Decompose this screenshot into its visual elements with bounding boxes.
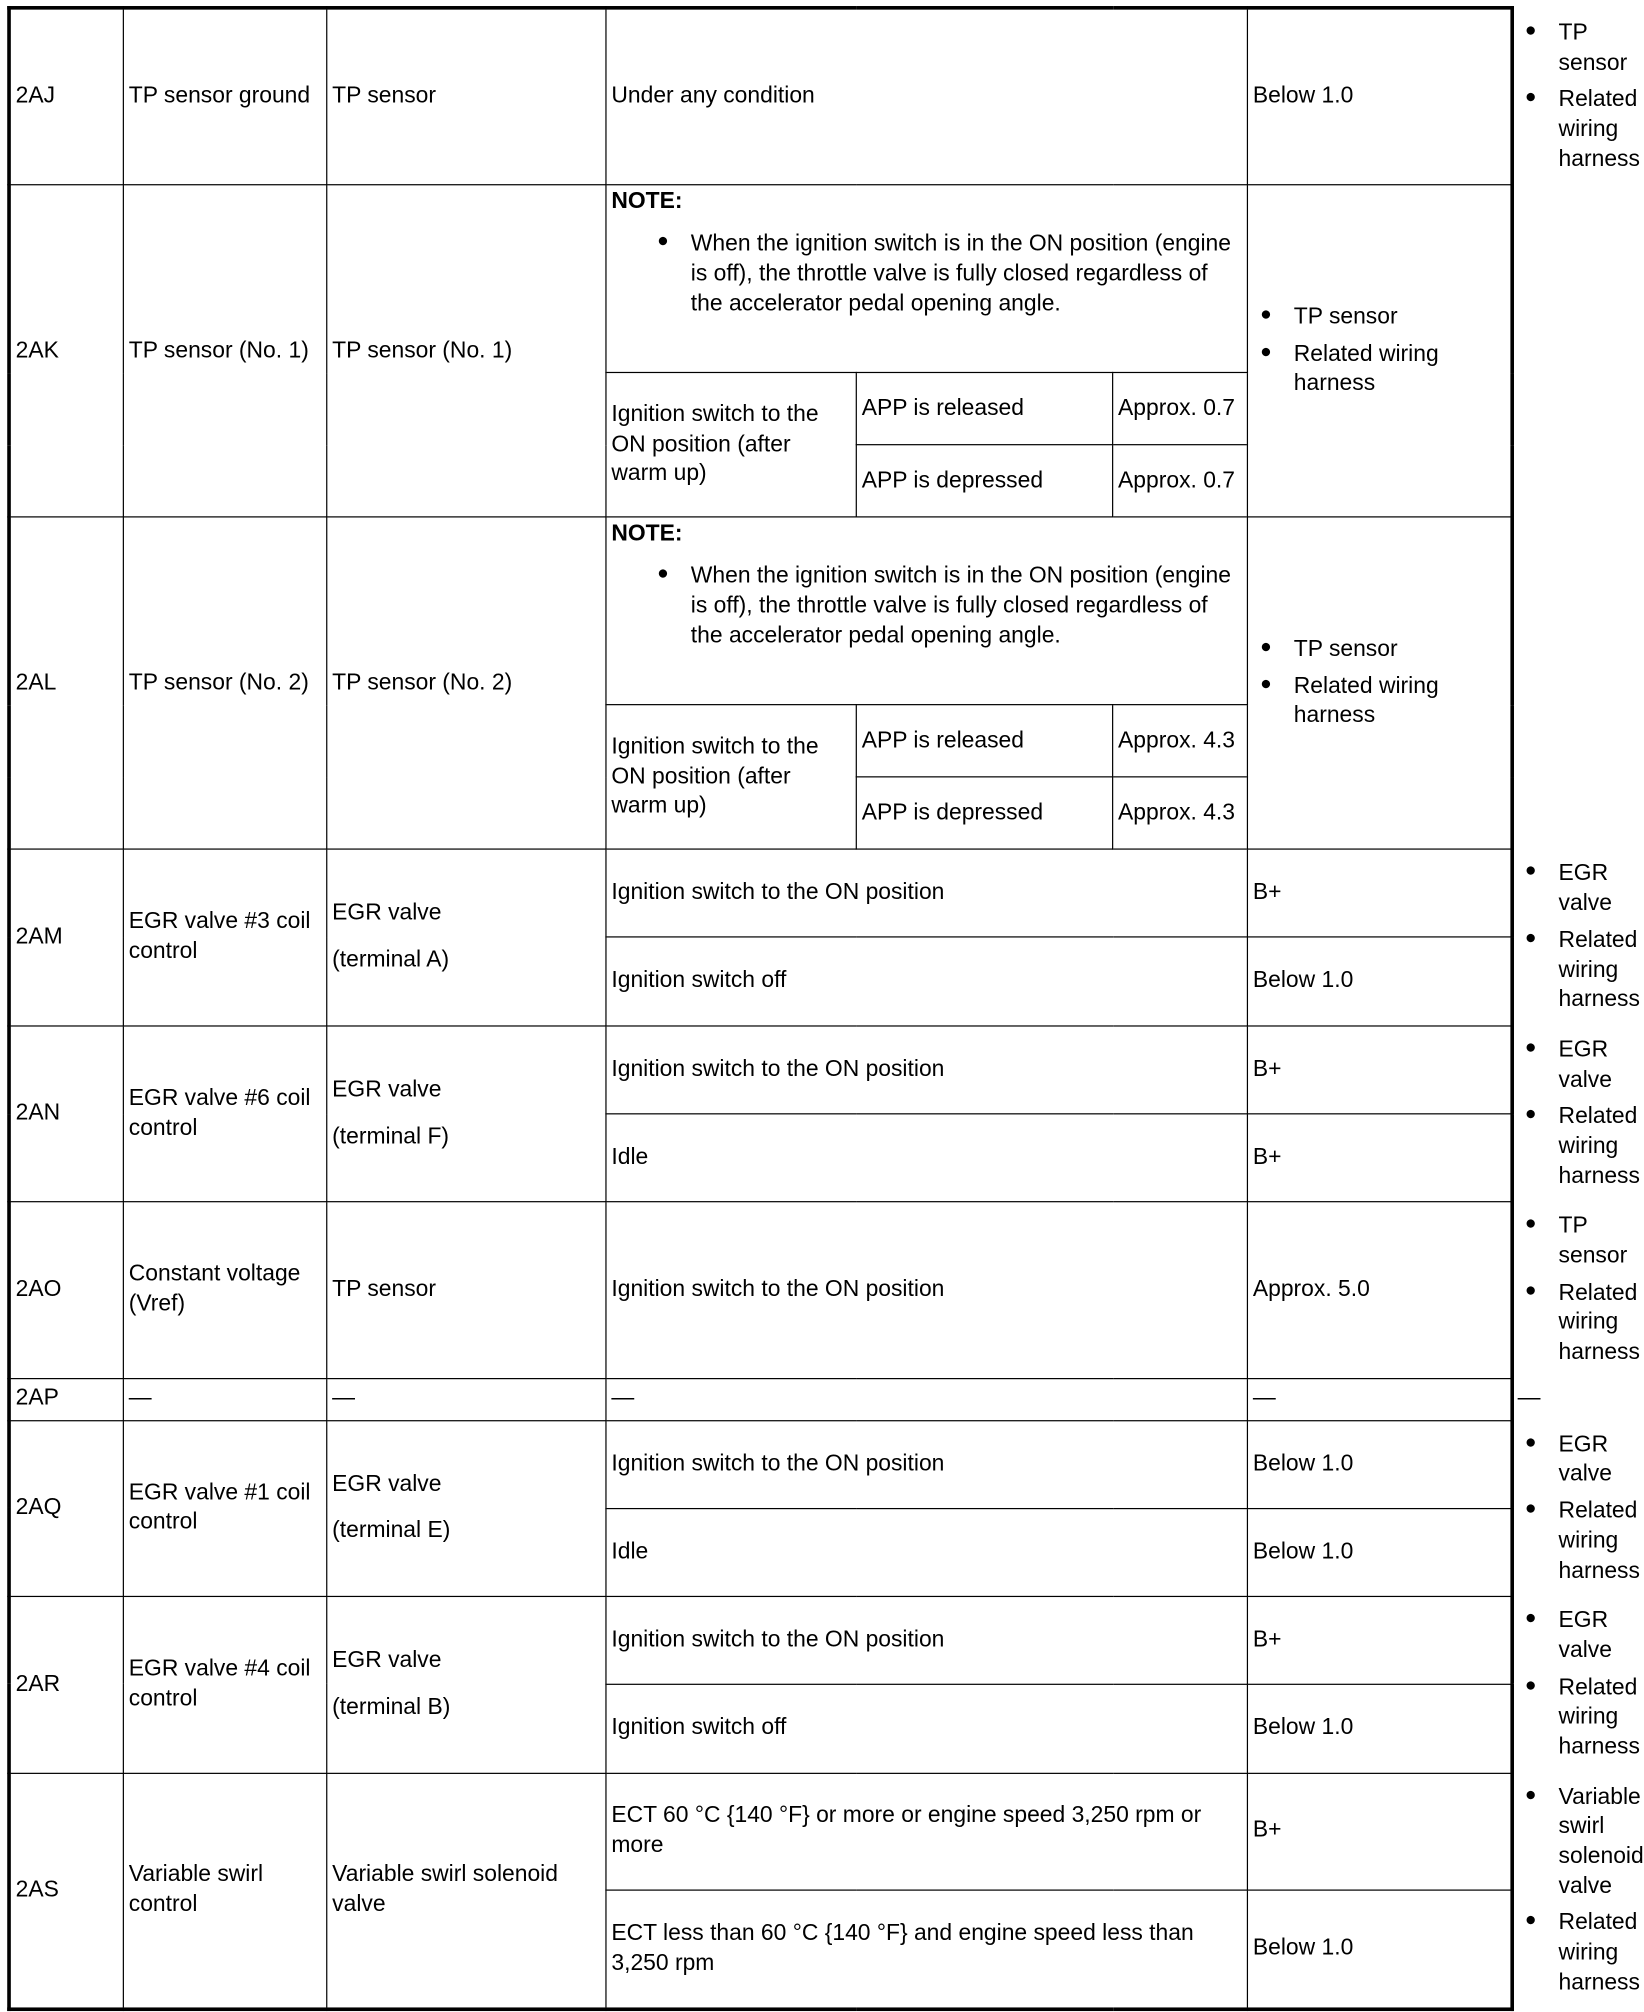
list-item: ● Related wiring harness bbox=[1518, 86, 1559, 175]
list-item: ● Related wiring harness bbox=[1518, 1674, 1559, 1763]
connected-to-cell: TP sensor (No. 2) bbox=[327, 517, 606, 849]
list-item: ● Related wiring harness bbox=[1518, 1909, 1559, 1998]
table-row bbox=[9, 1420, 1512, 1508]
voltage-cell: Below 1.0 bbox=[1247, 937, 1512, 1026]
signal-cell: EGR valve #6 coil control bbox=[123, 1026, 326, 1202]
terminal-cell: 2AM bbox=[9, 850, 123, 1026]
voltage-cell: Approx. 0.7 bbox=[1113, 445, 1248, 517]
condition-cell: Ignition switch to the ON position bbox=[606, 1026, 1247, 1114]
list-item: ● Related wiring harness bbox=[1518, 1497, 1559, 1586]
note-title: NOTE: bbox=[611, 189, 683, 215]
condition-cell: Ignition switch to the ON position bbox=[606, 1597, 1247, 1684]
condition-cell: ECT 60 °C {140 °F} or more or engine speed 3,250 rpm or more bbox=[606, 1773, 1247, 1890]
connected-to-cell: TP sensor bbox=[327, 1202, 606, 1378]
sub-condition-cell: APP is released bbox=[856, 373, 1112, 445]
list-item: ● Related wiring harness bbox=[1253, 340, 1507, 399]
table-row bbox=[9, 1773, 1512, 1890]
connected-part: EGR valve bbox=[332, 1471, 442, 1497]
list-item: ● EGR valve bbox=[1518, 1431, 1559, 1490]
inspection-items-cell bbox=[1247, 185, 1512, 517]
condition-cell: ECT less than 60 °C {140 °F} and engine speed less than 3,250 rpm bbox=[606, 1890, 1247, 2010]
note-title: NOTE: bbox=[611, 521, 683, 547]
list-item: ● Related wiring harness bbox=[1253, 672, 1507, 731]
voltage-cell: Approx. 4.3 bbox=[1113, 777, 1248, 849]
note-cell bbox=[606, 517, 1247, 705]
connected-terminal: (terminal E) bbox=[332, 1518, 451, 1544]
sub-condition-cell: APP is depressed bbox=[856, 777, 1112, 849]
signal-cell: TP sensor ground bbox=[123, 8, 326, 185]
signal-cell: Constant voltage (Vref) bbox=[123, 1202, 326, 1378]
connected-to-cell bbox=[327, 1420, 606, 1596]
sub-condition-cell: APP is released bbox=[856, 705, 1112, 777]
signal-cell: TP sensor (No. 2) bbox=[123, 517, 326, 849]
condition-cell: Ignition switch to the ON position bbox=[606, 850, 1247, 937]
connected-part: EGR valve bbox=[332, 1647, 442, 1674]
terminal-cell: 2AR bbox=[9, 1597, 123, 1773]
voltage-cell: B+ bbox=[1247, 1597, 1512, 1684]
note-cell bbox=[606, 185, 1247, 373]
voltage-cell: Approx. 0.7 bbox=[1113, 373, 1248, 445]
table-row bbox=[9, 850, 1512, 937]
signal-cell: EGR valve #3 coil control bbox=[123, 850, 326, 1026]
connected-to-cell bbox=[327, 850, 606, 1026]
list-item: ● EGR valve bbox=[1518, 1036, 1559, 1095]
connected-terminal: (terminal B) bbox=[332, 1694, 451, 1720]
terminal-cell: 2AJ bbox=[9, 8, 123, 185]
list-item: ● Related wiring harness bbox=[1518, 1103, 1559, 1192]
list-item: ● TP sensor bbox=[1518, 19, 1559, 78]
condition-cell: Under any condition bbox=[606, 8, 1247, 185]
list-item: ● TP sensor bbox=[1518, 1212, 1559, 1271]
condition-cell: Ignition switch to the ON position bbox=[606, 1420, 1247, 1508]
connected-terminal: (terminal F) bbox=[332, 1123, 450, 1149]
voltage-cell: B+ bbox=[1247, 1773, 1512, 1890]
voltage-cell: B+ bbox=[1247, 1026, 1512, 1114]
connected-terminal: (terminal A) bbox=[332, 947, 450, 973]
condition-cell: Ignition switch to the ON position bbox=[606, 1202, 1247, 1378]
terminal-cell: 2AS bbox=[9, 1773, 123, 2010]
list-item: ● TP sensor bbox=[1253, 303, 1507, 333]
signal-cell: — bbox=[123, 1378, 326, 1420]
voltage-cell: Below 1.0 bbox=[1247, 1684, 1512, 1773]
voltage-cell: B+ bbox=[1247, 850, 1512, 937]
connected-to-cell: TP sensor (No. 1) bbox=[327, 185, 606, 517]
condition-cell: Idle bbox=[606, 1114, 1247, 1202]
voltage-cell: Approx. 4.3 bbox=[1113, 705, 1248, 777]
table-row bbox=[9, 1597, 1512, 1684]
voltage-cell: Below 1.0 bbox=[1247, 1509, 1512, 1597]
note-text: ● When the ignition switch is in the ON position (engine is off), the throttle valve is fully closed regardless of the accelerator pedal opening angle. bbox=[611, 230, 1242, 319]
table-row bbox=[9, 1202, 1512, 1378]
voltage-cell: Below 1.0 bbox=[1247, 8, 1512, 185]
list-item: ● EGR valve bbox=[1518, 860, 1559, 919]
connected-to-cell bbox=[327, 1026, 606, 1202]
condition-cell: Ignition switch to the ON position (after warm up) bbox=[606, 373, 856, 517]
voltage-cell: B+ bbox=[1247, 1114, 1512, 1202]
terminal-cell: 2AL bbox=[9, 517, 123, 849]
note-text: ● When the ignition switch is in the ON position (engine is off), the throttle valve is fully closed regardless of the accelerator pedal opening angle. bbox=[611, 562, 1242, 651]
condition-cell: — bbox=[606, 1378, 1247, 1420]
table-row: 2AP — — — — — bbox=[9, 1378, 1512, 1420]
table-row bbox=[9, 185, 1512, 373]
terminal-inspection-table bbox=[7, 6, 1644, 2012]
connected-to-cell: — bbox=[327, 1378, 606, 1420]
connected-part: EGR valve bbox=[332, 1077, 442, 1103]
inspection-items-cell bbox=[1247, 517, 1512, 849]
condition-cell: Ignition switch to the ON position (after warm up) bbox=[606, 705, 856, 849]
table-row bbox=[9, 8, 1512, 185]
terminal-cell: 2AQ bbox=[9, 1420, 123, 1596]
signal-cell: TP sensor (No. 1) bbox=[123, 185, 326, 517]
list-item: ● TP sensor bbox=[1253, 635, 1507, 665]
table-row bbox=[9, 1026, 1512, 1114]
connected-to-cell: Variable swirl solenoid valve bbox=[327, 1773, 606, 2010]
condition-cell: Idle bbox=[606, 1509, 1247, 1597]
terminal-cell: 2AP bbox=[9, 1378, 123, 1420]
condition-cell: Ignition switch off bbox=[606, 1684, 1247, 1773]
table-row bbox=[9, 517, 1512, 705]
connected-to-cell bbox=[327, 1597, 606, 1773]
terminal-cell: 2AO bbox=[9, 1202, 123, 1378]
voltage-cell: Below 1.0 bbox=[1247, 1890, 1512, 2010]
signal-cell: Variable swirl control bbox=[123, 1773, 326, 2010]
terminal-cell: 2AN bbox=[9, 1026, 123, 1202]
connected-to-cell: TP sensor bbox=[327, 8, 606, 185]
signal-cell: EGR valve #4 coil control bbox=[123, 1597, 326, 1773]
connected-part: EGR valve bbox=[332, 900, 442, 927]
voltage-cell: Below 1.0 bbox=[1247, 1420, 1512, 1508]
list-item: ● Related wiring harness bbox=[1518, 926, 1559, 1015]
voltage-cell: Approx. 5.0 bbox=[1247, 1202, 1512, 1378]
list-item: ● Related wiring harness bbox=[1518, 1279, 1559, 1368]
voltage-cell: — bbox=[1247, 1378, 1512, 1420]
condition-cell: Ignition switch off bbox=[606, 937, 1247, 1026]
terminal-cell: 2AK bbox=[9, 185, 123, 517]
list-item: ● Variable swirl solenoid valve bbox=[1518, 1783, 1559, 1902]
sub-condition-cell: APP is depressed bbox=[856, 445, 1112, 517]
list-item: ● EGR valve bbox=[1518, 1607, 1559, 1666]
signal-cell: EGR valve #1 coil control bbox=[123, 1420, 326, 1596]
